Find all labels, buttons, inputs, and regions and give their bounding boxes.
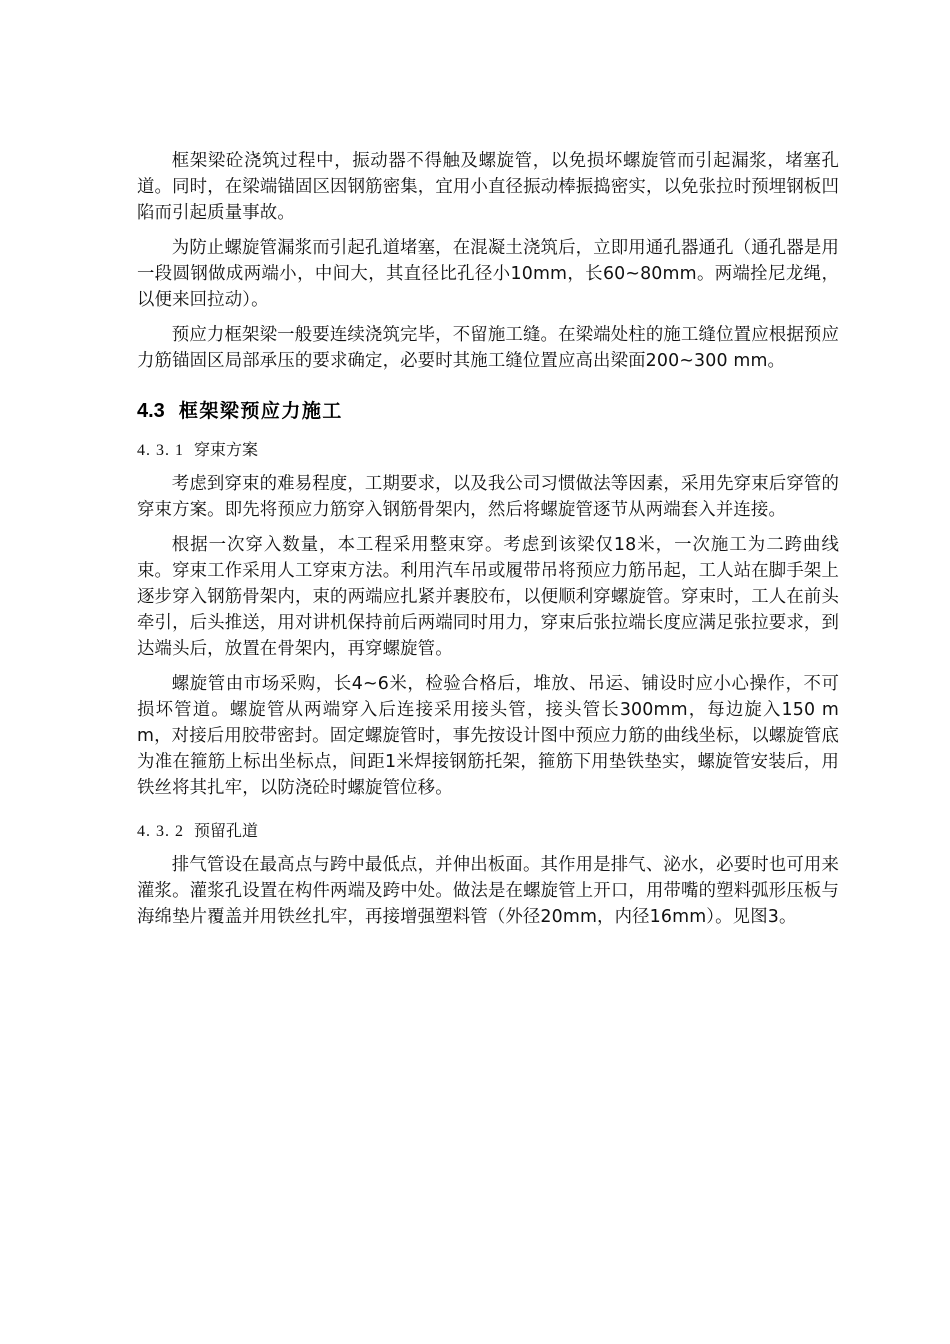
subsection-title: 预留孔道 (194, 821, 259, 840)
document-body (137, 148, 839, 939)
subsection-number: 4. 3. 2 (137, 823, 184, 840)
section-title: 框架梁预应力施工 (178, 400, 343, 422)
subsection-number: 4. 3. 1 (137, 442, 184, 459)
subsection-heading-threading (137, 438, 839, 463)
section-number: 4.3 (137, 400, 165, 422)
paragraph-spiral-duct-install: 螺旋管由市场采购，长4~6米，检验合格后，堆放、吊运、铺设时应小心操作，不可损坏管道。螺旋管从两端穿入后连接采用接头管，接头管长300mm，每边旋入150 mm，对接后用胶带密封。固定螺旋管时，事先按设计图中预应力筋的曲线坐标，以螺旋管底为准在箍筋上标出坐标点，间距1米焊接钢筋托架，箍筋下用垫铁垫实，螺旋管安装后，用铁丝将其扎牢，以防浇砼时螺旋管位移。 (137, 674, 839, 798)
subsection-heading-reserved-ducts (137, 819, 839, 844)
paragraph-threading-plan: 考虑到穿束的难易程度，工期要求，以及我公司习惯做法等因素，采用先穿束后穿管的穿束方案。即先将预应力筋穿入钢筋骨架内，然后将螺旋管逐节从两端套入并连接。 (137, 474, 839, 520)
paragraph-vent-pipes: 排气管设在最高点与跨中最低点，并伸出板面。其作用是排气、泌水，必要时也可用来灌浆。灌浆孔设置在构件两端及跨中处。做法是在螺旋管上开口，用带嘴的塑料弧形压板与海绵垫片覆盖并用铁丝扎牢，再接增强塑料管（外径20mm，内径16mm）。见图3。 (137, 855, 839, 927)
paragraph-duct-clearing: 为防止螺旋管漏浆而引起孔道堵塞，在混凝土浇筑后，立即用通孔器通孔（通孔器是用一段圆钢做成两端小，中间大，其直径比孔径小10mm，长60~80mm。两端拴尼龙绳，以便来回拉动）。 (137, 238, 839, 310)
paragraph-threading-method: 根据一次穿入数量，本工程采用整束穿。考虑到该梁仅18米，一次施工为二跨曲线束。穿束工作采用人工穿束方法。利用汽车吊或履带吊将预应力筋吊起，工人站在脚手架上逐步穿入钢筋骨架内，束的两端应扎紧并裹胶布，以便顺利穿螺旋管。穿束时，工人在前头牵引，后头推送，用对讲机保持前后两端同时用力，穿束后张拉端长度应满足张拉要求，到达端头后，放置在骨架内，再穿螺旋管。 (137, 535, 839, 659)
paragraph-vibrator-caution: 框架梁砼浇筑过程中，振动器不得触及螺旋管，以免损坏螺旋管而引起漏浆，堵塞孔道。同时，在梁端锚固区因钢筋密集，宜用小直径振动棒振捣密实，以免张拉时预埋钢板凹陷而引起质量事故。 (137, 151, 839, 223)
paragraph-construction-joint: 预应力框架梁一般要连续浇筑完毕，不留施工缝。在梁端处柱的施工缝位置应根据预应力筋锚固区局部承压的要求确定，必要时其施工缝位置应高出梁面200~300 mm。 (137, 325, 839, 371)
section-heading (137, 398, 839, 424)
subsection-title: 穿束方案 (194, 440, 259, 459)
